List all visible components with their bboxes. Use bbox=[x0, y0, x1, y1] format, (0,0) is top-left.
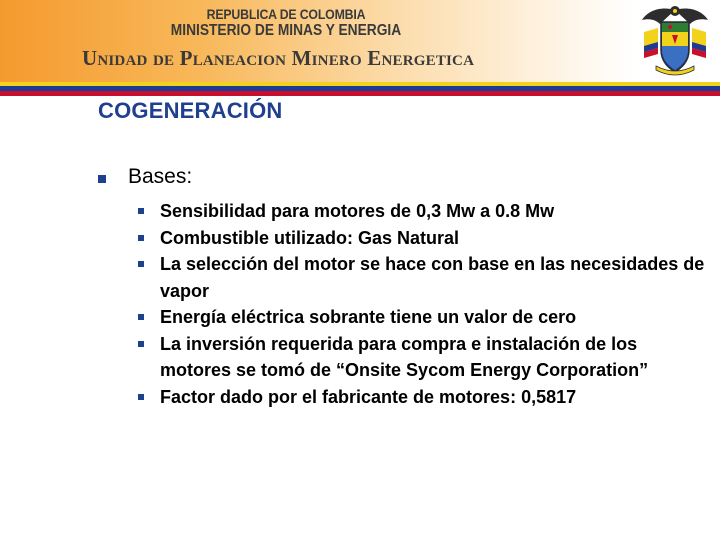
square-bullet-icon bbox=[138, 394, 144, 400]
bases-sublist bbox=[138, 198, 708, 410]
header-republic-text: REPUBLICA DE COLOMBIA bbox=[206, 6, 366, 22]
square-bullet-icon bbox=[138, 235, 144, 241]
list-item-text: La inversión requerida para compra e instalación de los motores se tomó de “Onsite Sycom Energy Corporation” bbox=[160, 333, 649, 380]
list-item bbox=[138, 251, 708, 304]
flag-stripes bbox=[0, 82, 720, 96]
bases-label: Bases: bbox=[128, 165, 193, 188]
list-item-text: Sensibilidad para motores de 0,3 Mw a 0.8 Mw bbox=[160, 201, 555, 221]
list-item-text: La selección del motor se hace con base en las necesidades de vapor bbox=[160, 254, 705, 301]
square-bullet-icon bbox=[138, 341, 144, 347]
list-item bbox=[138, 384, 708, 411]
square-bullet-icon bbox=[138, 314, 144, 320]
list-item bbox=[138, 225, 708, 252]
slide-title: COGENERACIÓN bbox=[98, 98, 283, 123]
list-item bbox=[138, 331, 708, 384]
list-item-text: Combustible utilizado: Gas Natural bbox=[160, 227, 460, 248]
square-bullet-icon bbox=[98, 175, 106, 183]
square-bullet-icon bbox=[138, 261, 144, 267]
square-bullet-icon bbox=[138, 208, 144, 214]
list-item-text: Energía eléctrica sobrante tiene un valor de cero bbox=[160, 307, 577, 327]
red-stripe bbox=[0, 91, 720, 96]
header-unit-text: Unidad de Planeacion Minero Energetica bbox=[82, 46, 475, 70]
list-item bbox=[138, 198, 708, 225]
header-banner bbox=[0, 0, 720, 82]
list-item bbox=[138, 304, 708, 331]
colombia-coat-of-arms-icon bbox=[636, 2, 714, 80]
list-item-text: Factor dado por el fabricante de motores: 0,5817 bbox=[160, 386, 577, 407]
bases-bullet bbox=[98, 165, 192, 189]
header-ministry-text: MINISTERIO DE MINAS Y ENERGIA bbox=[170, 22, 402, 39]
